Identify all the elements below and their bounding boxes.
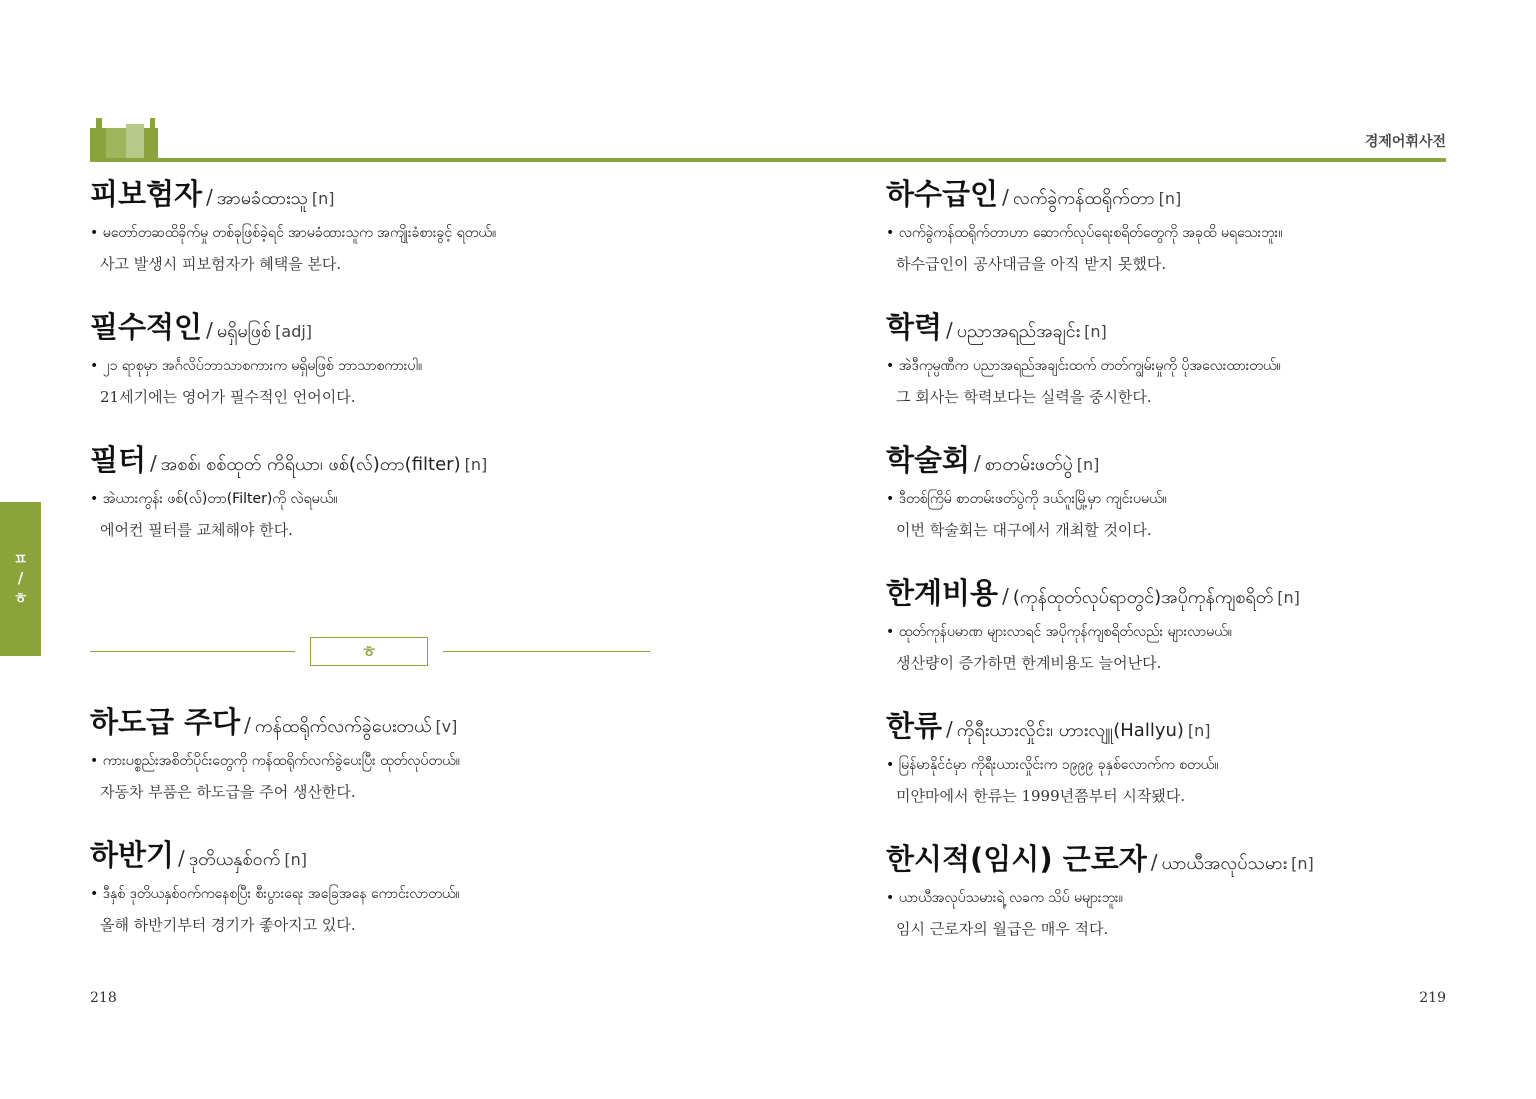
entry-term: 학력 bbox=[886, 310, 943, 344]
entry-term: 하도급 주다 bbox=[90, 705, 241, 739]
entry-term: 한시적(임시) 근로자 bbox=[886, 842, 1147, 876]
entry-example-korean: 하수급인이 공사대금을 아직 받지 못했다. bbox=[896, 255, 1167, 273]
entry-example-burmese: • အဲယားကွန်း ဖစ်(လ်)တာ(Filter)ကို လဲရမယ်။ bbox=[90, 491, 338, 507]
entry-meaning: ဒုတိယနှစ်ဝက် bbox=[188, 849, 281, 870]
entry-example-burmese: • လက်ခွဲကန်ထရိုက်တာဟာ ဆောက်လုပ်ရေးစရိတ်တွေကို အခုထိ မရသေးဘူး။ bbox=[886, 225, 1283, 241]
entry-pos: [n] bbox=[1076, 455, 1100, 474]
entry: 학력 / ပညာအရည်အချင်း [n] • အဲဒီကုမ္ပဏီက ပညာအရည်အချင်းထက် တတ်ကျွမ်းမှုကို ပိုအလေးထားတယ်။ 그 회사는 학력보다는 실력을 중시한다. bbox=[886, 313, 1506, 407]
side-tab-letter-2: ㅎ bbox=[13, 588, 28, 607]
entry-example-burmese: • ဒီနှစ် ဒုတိယနှစ်ဝက်ကနေစပြီး စီးပွားရေး အခြေအနေ ကောင်းလာတယ်။ bbox=[90, 886, 460, 902]
entry-term: 한계비용 bbox=[886, 576, 999, 610]
entry-pos: [n] bbox=[311, 189, 335, 208]
entry-term: 하반기 bbox=[90, 838, 175, 872]
entry-meaning: မရှိမဖြစ် bbox=[216, 321, 272, 342]
entry-meaning: လက်ခွဲကန်ထရိုက်တာ bbox=[1012, 188, 1155, 209]
entry-term: 학술회 bbox=[886, 443, 971, 477]
entry: 하수급인 / လက်ခွဲကန်ထရိုက်တာ [n] • လက်ခွဲကန်ထရိုက်တာဟာ ဆောက်လုပ်ရေးစရိတ်တွေကို အခုထိ မရသေးဘူး။ 하수급인이 공사대금을 아직 받지 못했다. bbox=[886, 180, 1506, 274]
side-tab-letter-1: ㅍ bbox=[13, 549, 28, 568]
side-tab-slash: / bbox=[17, 569, 24, 588]
entry-example-burmese: • အဲဒီကုမ္ပဏီက ပညာအရည်အချင်းထက် တတ်ကျွမ်းမှုကို ပိုအလေးထားတယ်။ bbox=[886, 358, 1281, 374]
entry-term: 피보험자 bbox=[90, 177, 203, 211]
entry: 피보험자 / အာမခံထားသူ [n] • မတော်တဆထိခိုက်မှု တစ်ခုဖြစ်ခဲ့ရင် အာမခံထားသူက အကျိုးခံစားခွင့် ရတယ်။ 사고 발생시 피보험자가 혜택을 본다. bbox=[90, 180, 710, 274]
entry-meaning: စာတမ်းဖတ်ပွဲ bbox=[984, 454, 1073, 475]
entry-term: 필터 bbox=[90, 443, 147, 477]
entry-meaning: ကန်ထရိုက်လက်ခွဲပေးတယ် bbox=[254, 716, 432, 737]
section-label: ㅎ bbox=[310, 637, 428, 666]
side-index-tab bbox=[0, 502, 41, 656]
page-number-right: 219 bbox=[1419, 990, 1446, 1006]
entry-meaning: အာမခံထားသူ bbox=[216, 188, 308, 209]
entry-example-burmese: • ကားပစ္စည်းအစိတ်ပိုင်းတွေကို ကန်ထရိုက်လက်ခွဲပေးပြီး ထုတ်လုပ်တယ်။ bbox=[90, 753, 460, 769]
entry-example-korean: 자동차 부품은 하도급을 주어 생산한다. bbox=[100, 783, 356, 801]
entry-example-korean: 올해 하반기부터 경기가 좋아지고 있다. bbox=[100, 916, 356, 934]
entry: 한계비용 / (ကုန်ထုတ်လုပ်ရာတွင်)အပိုကုန်ကျစရိတ် [n] • ထုတ်ကုန်ပမာဏ များလာရင် အပိုကုန်ကျစရိတ်လည်း များလာမယ်။ 생산량이 증가하면 한계비용도 늘어난다. bbox=[886, 579, 1506, 673]
entry-meaning: အစစ်၊ စစ်ထုတ် ကိရိယာ၊ ဖစ်(လ်)တာ(filter) bbox=[160, 454, 461, 475]
entry-pos: [n] bbox=[1277, 588, 1300, 607]
entry-pos: [adj] bbox=[275, 322, 313, 341]
entry-meaning: ကိုရီးယားလှိုင်း၊ ဟားလျူ(Hallyu) bbox=[956, 720, 1184, 741]
entry-pos: [n] bbox=[1187, 721, 1211, 740]
entry-example-korean: 에어컨 필터를 교체해야 한다. bbox=[100, 521, 293, 539]
entry-term: 필수적인 bbox=[90, 310, 203, 344]
entry-example-korean: 임시 근로자의 월급은 매우 적다. bbox=[896, 920, 1109, 938]
entry: 한류 / ကိုရီးယားလှိုင်း၊ ဟားလျူ(Hallyu) [n] • မြန်မာနိုင်ငံမှာ ကိုရီးယားလှိုင်းက ၁၉၉၉ ခုနှစ်လောက်က စတယ်။ 미얀마에서 한류는 1999년쯤부터 시작됐다. bbox=[886, 712, 1506, 806]
entry-example-burmese: • ထုတ်ကုန်ပမာဏ များလာရင် အပိုကုန်ကျစရိတ်လည်း များလာမယ်။ bbox=[886, 624, 1232, 640]
entry-example-korean: 그 회사는 학력보다는 실력을 중시한다. bbox=[896, 388, 1152, 406]
entry-example-korean: 이번 학술회는 대구에서 개최할 것이다. bbox=[896, 521, 1152, 539]
entry-meaning: (ကုန်ထုတ်လုပ်ရာတွင်)အပိုကုန်ကျစရိတ် bbox=[1012, 587, 1274, 608]
entry: 한시적(임시) 근로자 / ယာယီအလုပ်သမား [n] • ယာယီအလုပ်သမားရဲ့ လခက သိပ် မများဘူး။ 임시 근로자의 월급은 매우 적다. bbox=[886, 845, 1506, 939]
entry-example-korean: 21세기에는 영어가 필수적인 언어이다. bbox=[100, 388, 356, 406]
header-decoration bbox=[90, 118, 160, 160]
header-title: 경제어휘사전 bbox=[1364, 134, 1446, 150]
entry-term: 한류 bbox=[886, 709, 943, 743]
entry-example-korean: 생산량이 증가하면 한계비용도 늘어난다. bbox=[896, 654, 1162, 672]
entry-example-burmese: • ၂၁ ရာစုမှာ အင်္ဂလိပ်ဘာသာစကားက မရှိမဖြစ် ဘာသာစကားပါ။ bbox=[90, 358, 423, 374]
entry-pos: [n] bbox=[464, 455, 488, 474]
entry-pos: [n] bbox=[1158, 189, 1182, 208]
entry-example-burmese: • မြန်မာနိုင်ငံမှာ ကိုရီးယားလှိုင်းက ၁၉၉၉ ခုနှစ်လောက်က စတယ်။ bbox=[886, 757, 1219, 773]
entry: 학술회 / စာတမ်းဖတ်ပွဲ [n] • ဒီတစ်ကြိမ် စာတမ်းဖတ်ပွဲကို ဒယ်ဂူးမြို့မှာ ကျင်းပမယ်။ 이번 학술회는 대구에서 개최할 것이다. bbox=[886, 446, 1506, 540]
entry-pos: [n] bbox=[284, 850, 307, 869]
entry: 필터 / အစစ်၊ စစ်ထုတ် ကိရိယာ၊ ဖစ်(လ်)တာ(filter) [n] • အဲယားကွန်း ဖစ်(လ်)တာ(Filter)ကို လဲရမယ်။ 에어컨 필터를 교체해야 한다. bbox=[90, 446, 710, 540]
entry-meaning: ပညာအရည်အချင်း bbox=[956, 321, 1081, 342]
entry-pos: [v] bbox=[435, 717, 458, 736]
entry-pos: [n] bbox=[1084, 322, 1107, 341]
entry: 하반기 / ဒုတိယနှစ်ဝက် [n] • ဒီနှစ် ဒုတိယနှစ်ဝက်ကနေစပြီး စီးပွားရေး အခြေအနေ ကောင်းလာတယ်။ 올해 하반기부터 경기가 좋아지고 있다. bbox=[90, 841, 710, 935]
entry-pos: [n] bbox=[1291, 854, 1314, 873]
entry-meaning: ယာယီအလုပ်သမား bbox=[1161, 853, 1288, 874]
entry-example-burmese: • မတော်တဆထိခိုက်မှု တစ်ခုဖြစ်ခဲ့ရင် အာမခံထားသူက အကျိုးခံစားခွင့် ရတယ်။ bbox=[90, 225, 497, 241]
entry: 하도급 주다 / ကန်ထရိုက်လက်ခွဲပေးတယ် [v] • ကားပစ္စည်းအစိတ်ပိုင်းတွေကို ကန်ထရိုက်လက်ခွဲပေးပြီး ထုတ်လုပ်တယ်။ 자동차 부품은 하도급을 주어 생산한다. bbox=[90, 708, 710, 802]
header-rule bbox=[90, 158, 1446, 162]
section-divider-left bbox=[90, 651, 295, 652]
entry-example-korean: 사고 발생시 피보험자가 혜택을 본다. bbox=[100, 255, 342, 273]
entry-example-korean: 미얀마에서 한류는 1999년쯤부터 시작됐다. bbox=[896, 787, 1186, 805]
section-divider-right bbox=[443, 651, 650, 652]
entry-term: 하수급인 bbox=[886, 177, 999, 211]
page-number-left: 218 bbox=[90, 990, 117, 1006]
entry: 필수적인 / မရှိမဖြစ် [adj] • ၂၁ ရာစုမှာ အင်္ဂလိပ်ဘာသာစကားက မရှိမဖြစ် ဘာသာစကားပါ။ 21세기에는 영어가 필수적인 언어이다. bbox=[90, 313, 710, 407]
entry-example-burmese: • ဒီတစ်ကြိမ် စာတမ်းဖတ်ပွဲကို ဒယ်ဂူးမြို့မှာ ကျင်းပမယ်။ bbox=[886, 491, 1167, 507]
entry-example-burmese: • ယာယီအလုပ်သမားရဲ့ လခက သိပ် မများဘူး။ bbox=[886, 890, 1123, 906]
